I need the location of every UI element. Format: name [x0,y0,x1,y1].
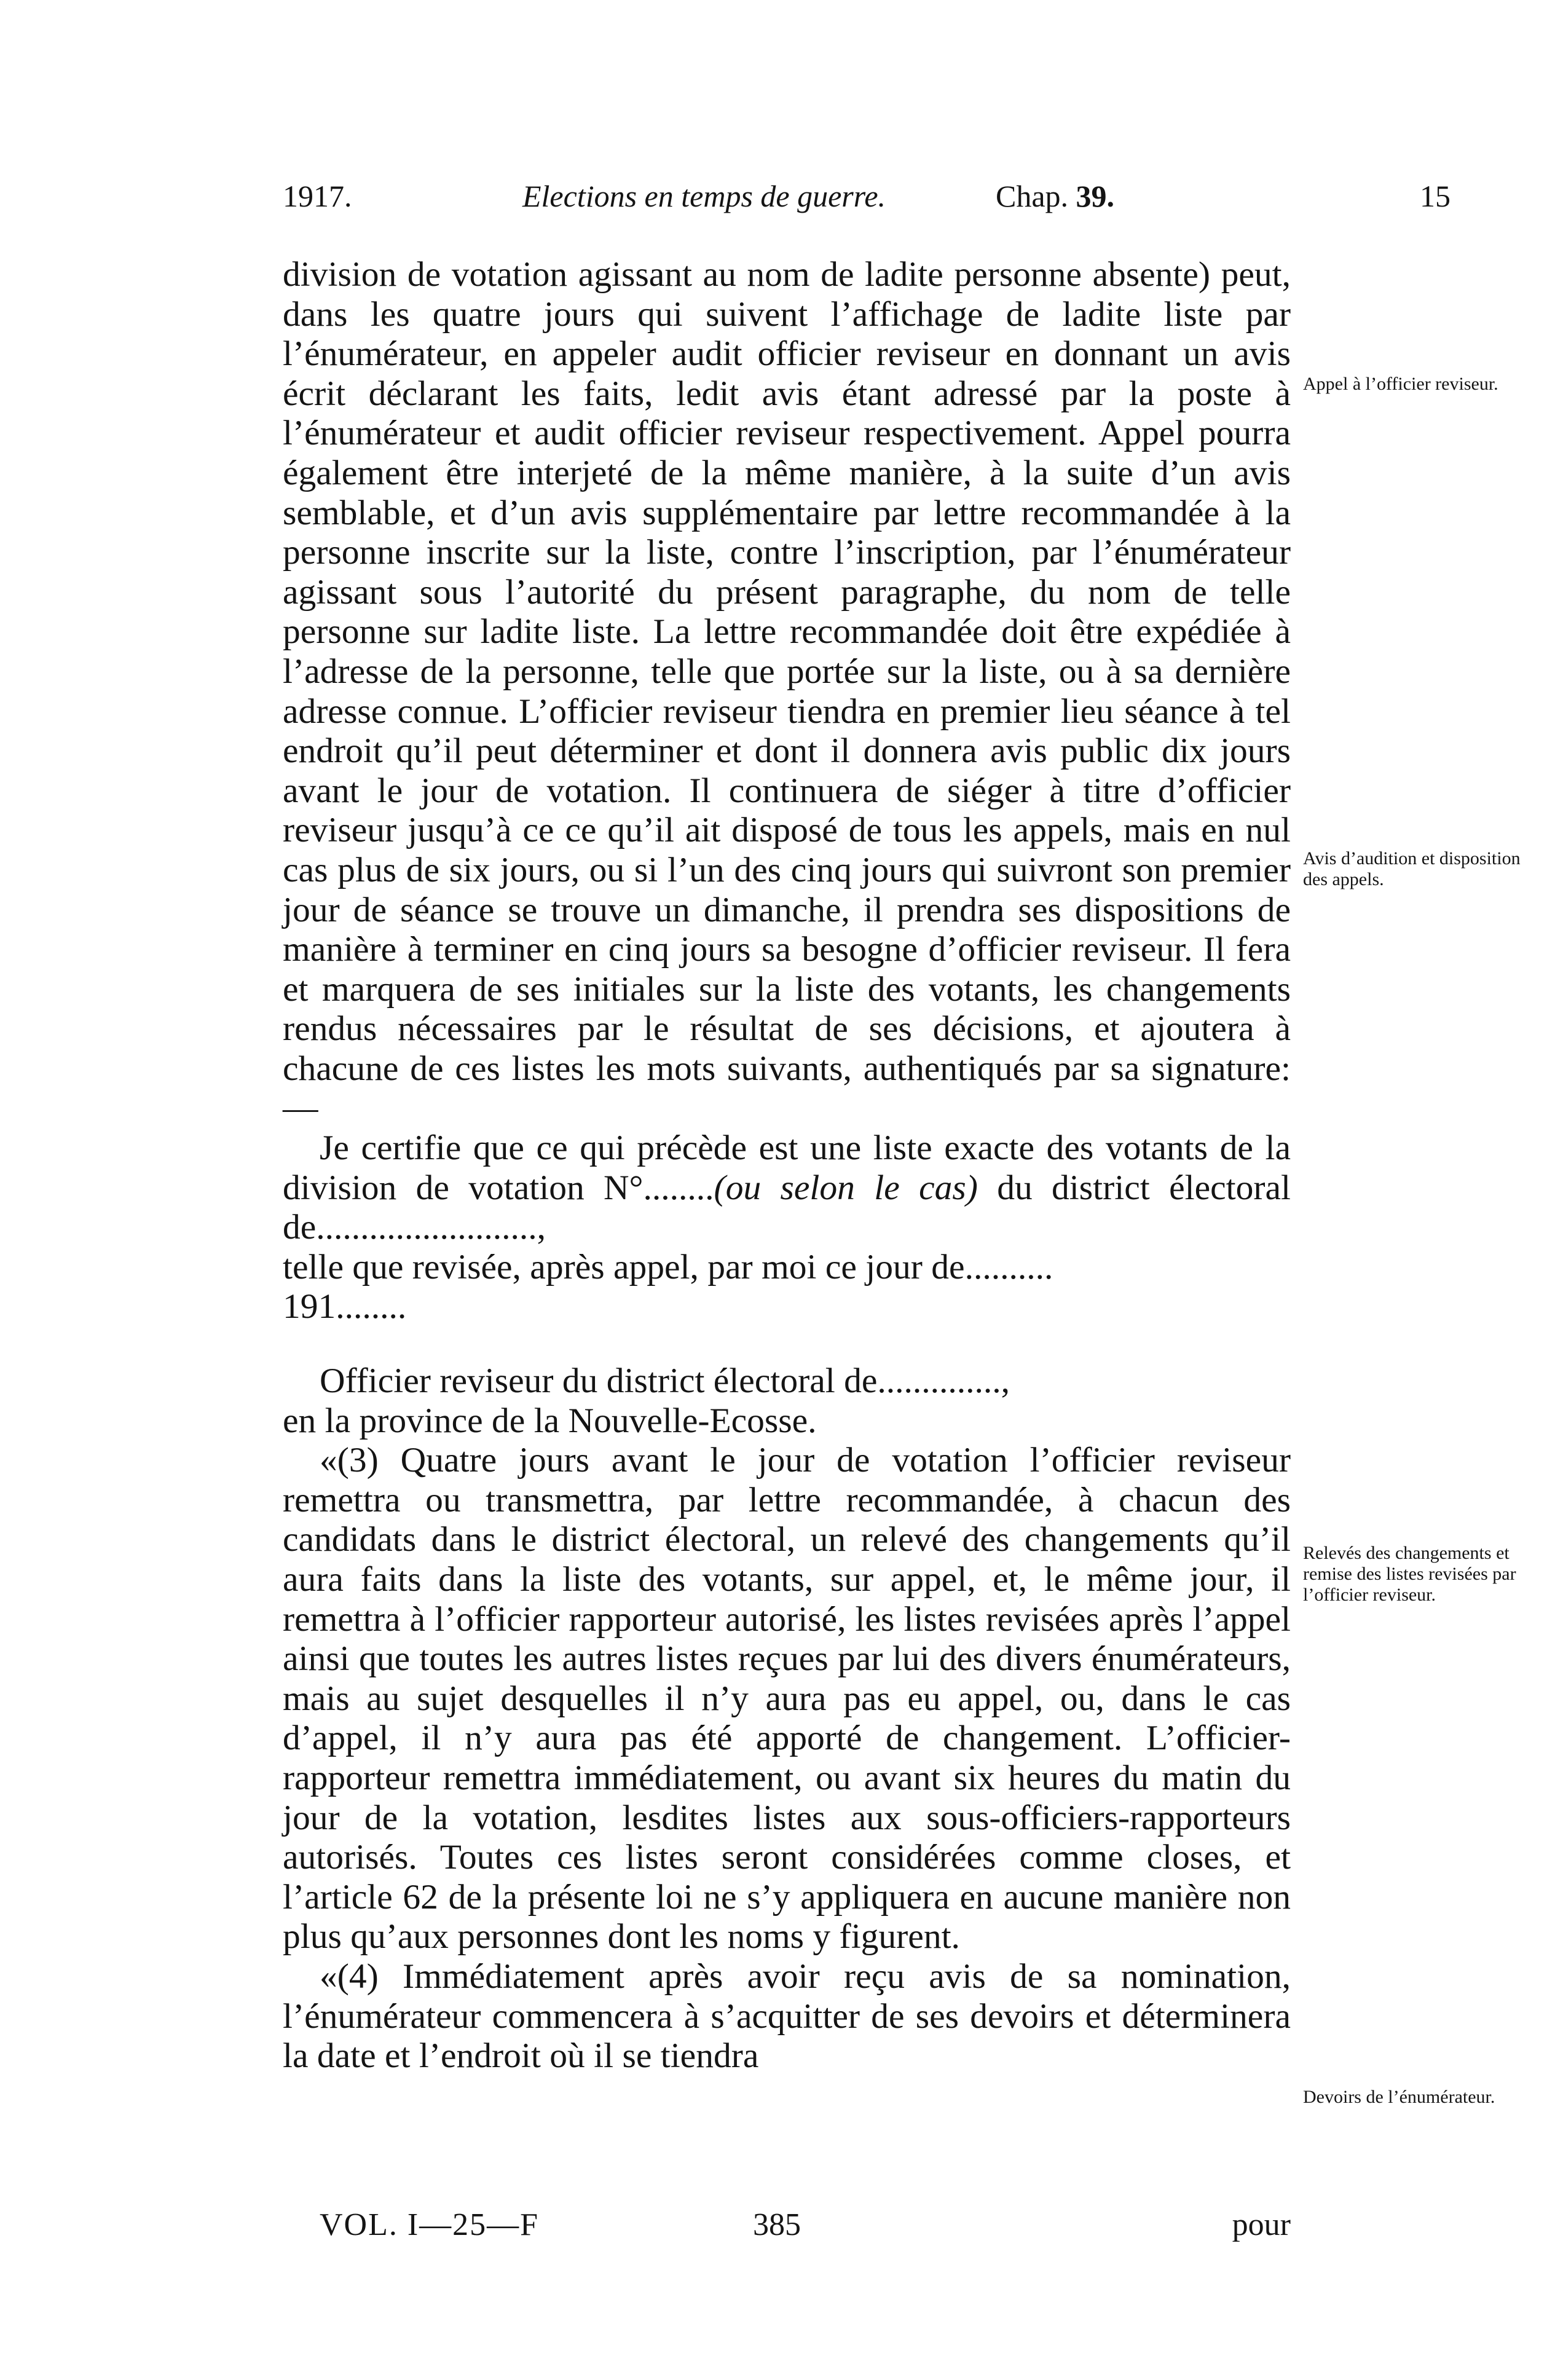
signature-gap [283,1327,1291,1361]
chapter-label: Chap. [996,179,1069,213]
margin-note-hearing: Avis d’audition et disposition des appels. [1303,848,1521,889]
signature-line-1: Officier reviseur du district électoral de.............., [320,1361,1010,1401]
header-title: Elections en temps de guerre. [522,179,886,213]
certificate-parenthetical: (ou selon le cas) [714,1168,978,1207]
certificate-line-3: telle que revisée, après appel, par moi ce jour de.......... [283,1247,1053,1287]
paragraph-3: «(3) Quatre jours avant le jour de votation l’officier reviseur remettra ou transmettra, par lettre recommandée, à chacun des candidats dans le district électoral, un relevé des changements qu’il aura faits dans la liste des votants, sur appel, et, le même jour, il remettra à l’officier rapporteur autorisé, les listes revisées après l’appel ainsi que toutes les autres listes reçues par lui des divers énumérateurs, mais au sujet desquelles il n’y aura pas eu appel, ou, dans le cas d’appel, il n’y aura pas été apporté de changement. L’officier-rapporteur remettra immédiatement, ou avant six heures du matin du jour de la votation, lesdites listes aux sous-officiers-rapporteurs autorisés. Toutes ces listes seront considérées comme closes, et l’article 62 de la présente loi ne s’y appliquera en aucune manière non plus qu’aux personnes dont les noms y figurent. [283,1441,1291,1956]
page-footer [320,2207,1291,2250]
signature-line-2: en la province de la Nouvelle-Ecosse. [283,1401,817,1440]
margin-note-appeal: Appel à l’officier reviseur. [1303,374,1498,394]
certificate-line-2: du district électoral de........................., [283,1168,1291,1247]
page-number: 15 [1420,179,1451,213]
header-chapter [996,178,1114,214]
header-year: 1917. [283,179,352,213]
footer-volume: VOL. I—25—F [320,2207,540,2242]
chapter-number: 39. [1076,179,1115,213]
margin-note-duties: Devoirs de l’énumérateur. [1303,2087,1495,2107]
paragraph-appeal: division de votation agissant au nom de ladite personne absente) peut, dans les quatre jours qui suivent l’affichage de ladite liste par l’énumérateur, en appeler audit officier reviseur en donnant un avis écrit déclarant les faits, ledit avis étant adressé par la poste à l’énumérateur et audit officier reviseur respectivement. Appel pourra également être interjeté de la même manière, à la suite d’un avis semblable, et d’un avis supplémentaire par lettre recommandée à la personne inscrite sur la liste, contre l’inscription, par l’énumérateur agissant sous l’autorité du présent paragraphe, du nom de telle personne sur ladite liste. La lettre recommandée doit être expédiée à l’adresse de la personne, telle que portée sur la liste, ou à sa dernière adresse connue. L’officier reviseur tiendra en premier lieu séance à tel endroit qu’il peut déterminer et dont il donnera avis public dix jours avant le jour de votation. Il continuera de siéger à titre d’officier reviseur jusqu’à ce ce qu’il ait disposé de tous les appels, mais en nul cas plus de six jours, ou si l’un des cinq jours qui suivront son premier jour de séance se trouve un dimanche, il prendra ses dispositions de manière à terminer en cinq jours sa besogne d’officier reviseur. Il fera et marquera de ses initiales sur la liste des votants, les changements rendus nécessaires par le résultat de ses décisions, et ajoutera à chacune de ces listes les mots suivants, authentiqués par sa signature:— [283,255,1291,1128]
footer-catchword: pour [1232,2207,1291,2242]
main-text [283,255,1291,2076]
footer-number: 385 [753,2207,801,2242]
certificate-line-1: Je certifie que ce qui précède est une liste exacte des votants de la division de votation N°........ [283,1129,1291,1207]
paragraph-4: «(4) Immédiatement après avoir reçu avis de sa nomination, l’énumérateur commencera à s’acquitter de ses devoirs et déterminera la date et l’endroit où il se tiendra [283,1956,1291,2076]
running-header [283,178,1451,227]
margin-note-changes: Relevés des changements et remise des listes revisées par l’officier reviseur. [1303,1543,1516,1605]
certificate-text [283,1129,1291,1248]
certificate-line-4: 191........ [283,1287,407,1326]
